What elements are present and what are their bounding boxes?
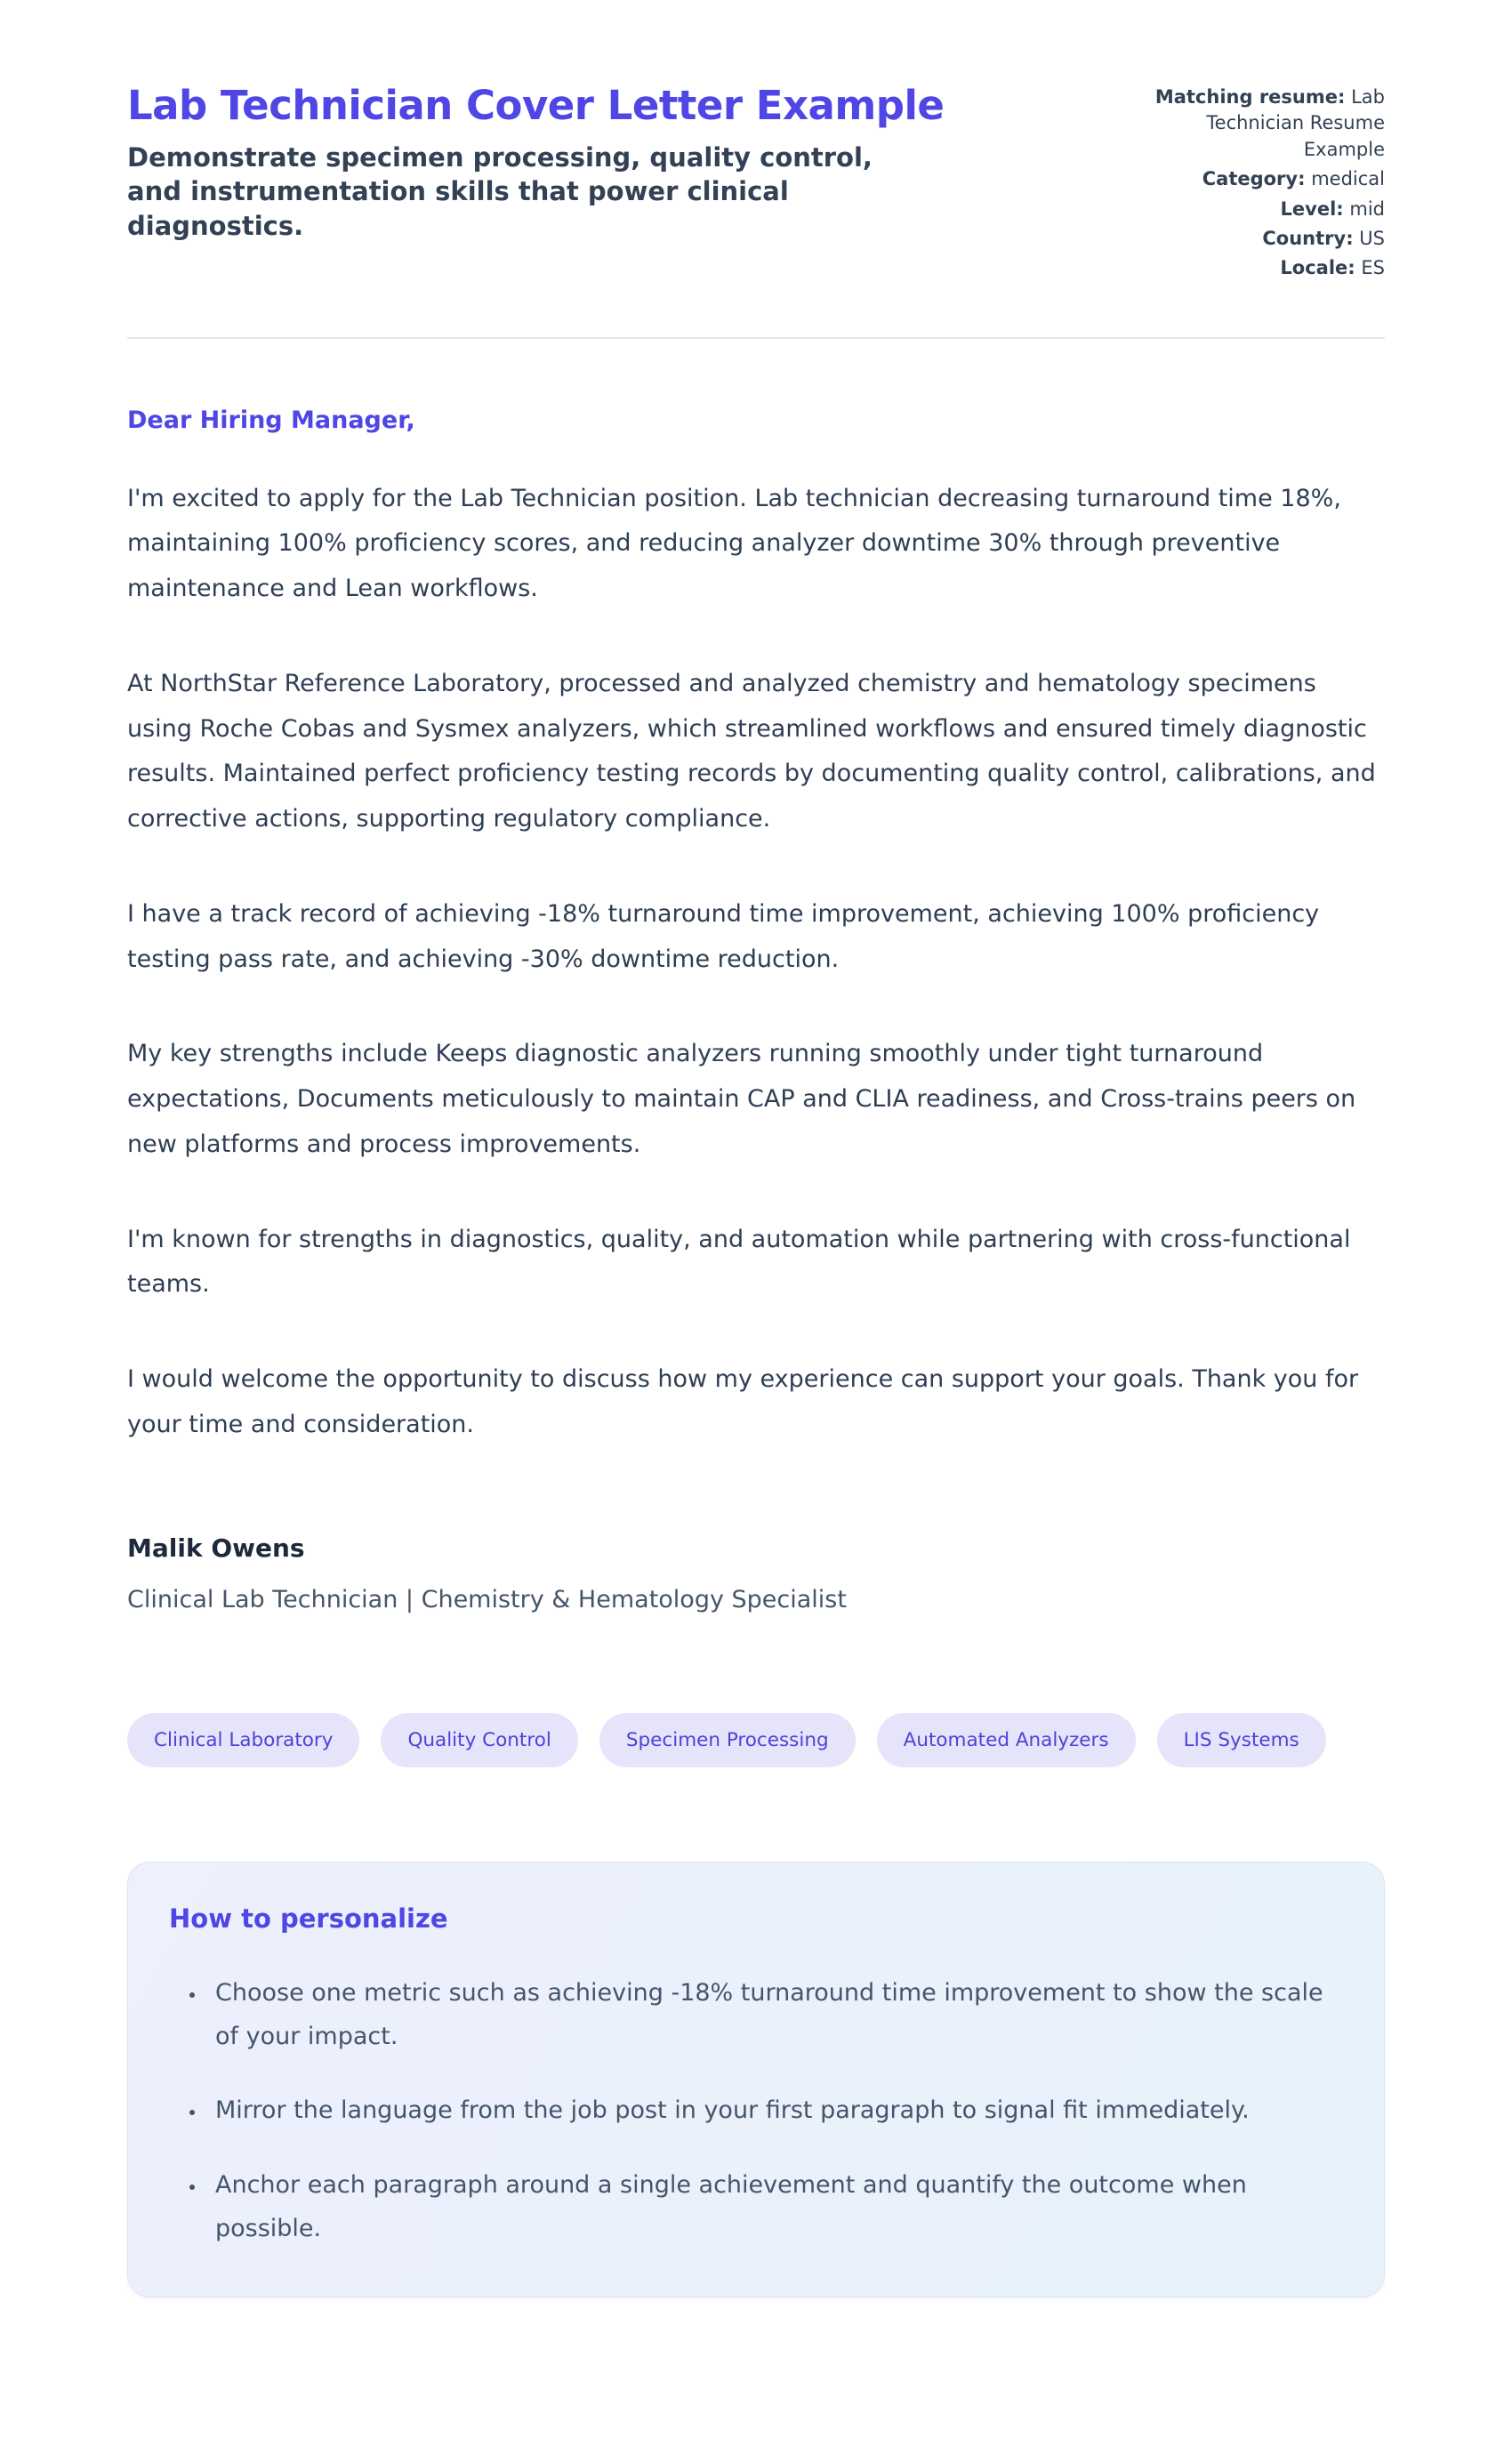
personalize-tip: • Anchor each paragraph around a single achievement and quantify the outcome when possible. bbox=[206, 2163, 1334, 2250]
meta-country-label: Country: bbox=[1262, 227, 1354, 249]
cover-letter-body bbox=[127, 406, 1385, 1613]
meta-matching-resume bbox=[1122, 84, 1385, 163]
letter-paragraph: At NorthStar Reference Laboratory, processed and analyzed chemistry and hematology specimens using Roche Cobas and Sysmex analyzers, which streamlined workflows and ensured timely diagnostic results. Maintained perfect proficiency testing records by documenting quality control, calibrations, and corrective actions, supporting regulatory compliance. bbox=[127, 669, 1376, 833]
page-container bbox=[127, 0, 1385, 2297]
tag-clinical-laboratory[interactable]: Clinical Laboratory bbox=[127, 1713, 359, 1768]
personalize-tip: • Mirror the language from the job post in your first paragraph to signal fit immediately. bbox=[206, 2088, 1334, 2132]
header bbox=[127, 80, 1385, 286]
tag-specimen-processing[interactable]: Specimen Processing bbox=[599, 1713, 856, 1768]
meta-country bbox=[1122, 226, 1385, 252]
letter-paragraph: I have a track record of achieving -18% turnaround time improvement, achieving 100% proficiency testing pass rate, and achieving -30% downtime reduction. bbox=[127, 899, 1320, 973]
signature-role: Clinical Lab Technician | Chemistry & Hematology Specialist bbox=[127, 1585, 847, 1613]
meta-country-value: US bbox=[1359, 227, 1385, 249]
tag-quality-control[interactable]: Quality Control bbox=[381, 1713, 577, 1768]
meta-category bbox=[1122, 166, 1385, 192]
meta-category-label: Category: bbox=[1202, 168, 1306, 190]
meta-locale-label: Locale: bbox=[1280, 257, 1355, 279]
page-title: Lab Technician Cover Letter Example bbox=[127, 82, 945, 129]
meta-locale bbox=[1122, 255, 1385, 281]
meta-level bbox=[1122, 197, 1385, 222]
meta-locale-value: ES bbox=[1361, 257, 1385, 279]
signature-name: Malik Owens bbox=[127, 1533, 305, 1563]
meta-category-value: medical bbox=[1311, 168, 1385, 190]
letter-paragraph: My key strengths include Keeps diagnostic analyzers running smoothly under tight turnaround expectations, Documents meticulously to maintain CAP and CLIA readiness, and Cross-trains peers on new platforms and process improvements. bbox=[127, 1040, 1356, 1158]
tag-list bbox=[127, 1713, 1385, 1768]
personalize-heading: How to personalize bbox=[169, 1903, 448, 1935]
meta-level-label: Level: bbox=[1280, 197, 1344, 220]
meta-matching-resume-value: Lab Technician Resume Example bbox=[1206, 86, 1385, 160]
letter-paragraph: I'm known for strengths in diagnostics, quality, and automation while partnering with cross-functional teams. bbox=[127, 1225, 1351, 1299]
tag-automated-analyzers[interactable]: Automated Analyzers bbox=[877, 1713, 1136, 1768]
personalize-tip-list bbox=[169, 1971, 1334, 2250]
salutation: Dear Hiring Manager, bbox=[127, 406, 415, 434]
tag-lis-systems[interactable]: LIS Systems bbox=[1157, 1713, 1326, 1768]
personalize-box bbox=[127, 1862, 1385, 2297]
signature-block bbox=[127, 1533, 1385, 1613]
meta-level-value: mid bbox=[1349, 197, 1385, 220]
resume-meta bbox=[1122, 84, 1385, 286]
header-divider bbox=[127, 337, 1385, 339]
letter-paragraph: I would welcome the opportunity to discuss how my experience can support your goals. Thank you for your time and consideration. bbox=[127, 1365, 1359, 1438]
letter-paragraph: I'm excited to apply for the Lab Technician position. Lab technician decreasing turnaround time 18%, maintaining 100% proficiency scores, and reducing analyzer downtime 30% through preventive maintenance and Lean workflows. bbox=[127, 484, 1341, 603]
personalize-tip: • Choose one metric such as achieving -18% turnaround time improvement to show the scale of your impact. bbox=[206, 1971, 1334, 2058]
page-subtitle: Demonstrate specimen processing, quality control, and instrumentation skills that power clinical diagnostics. bbox=[127, 141, 873, 241]
meta-matching-resume-label: Matching resume: bbox=[1154, 86, 1346, 108]
header-title-block bbox=[127, 80, 944, 243]
